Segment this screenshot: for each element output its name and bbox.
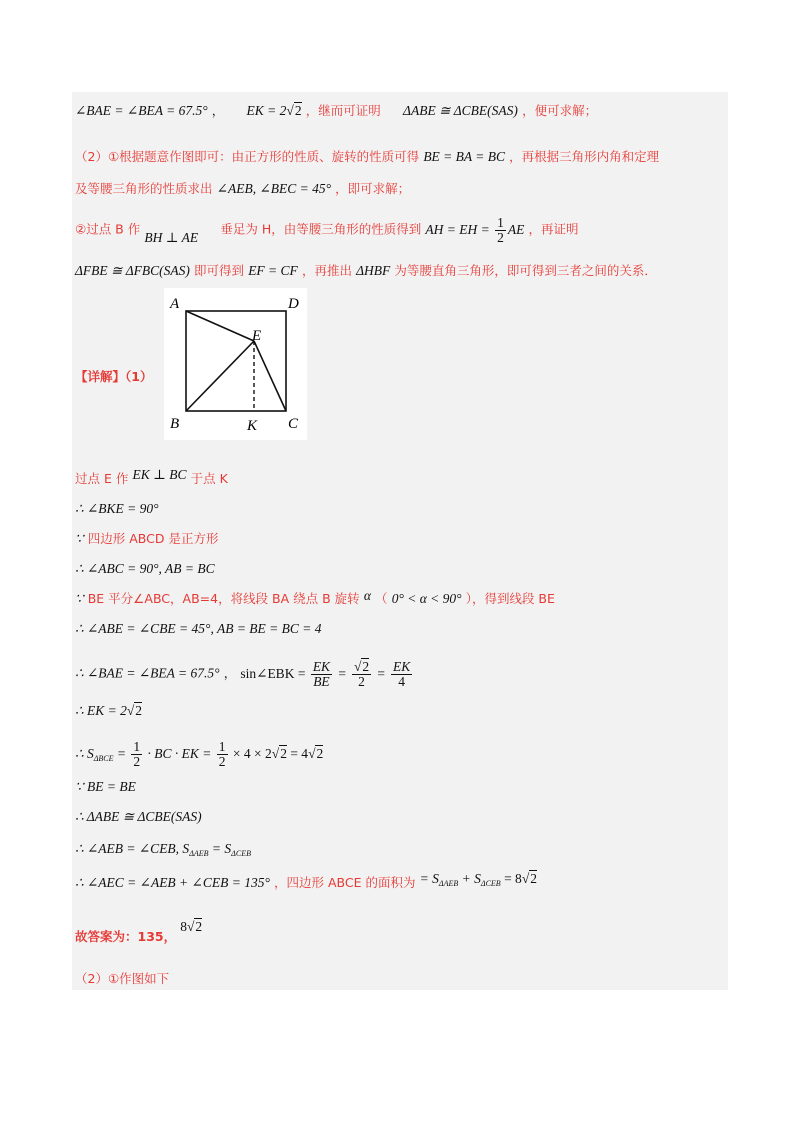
step-3 — [75, 530, 218, 549]
math-congruence: ΔABE ≅ ΔCBE(SAS) — [403, 103, 518, 118]
step-10 — [75, 778, 136, 797]
text-get-be: ），得到线段 BE — [465, 591, 555, 606]
math-fbe-fbc: ΔFBE ≅ ΔFBC(SAS) — [75, 263, 190, 278]
math-angle-equality: ∠BAE = ∠BEA = 67.5° — [75, 103, 208, 118]
label-d: D — [288, 296, 299, 312]
paren-open: （ — [375, 591, 388, 606]
step-6 — [75, 620, 322, 639]
math-be-ba-bc: BE = BA = BC — [423, 149, 506, 164]
label-a: A — [170, 296, 180, 312]
because-symbol: ∵ — [75, 531, 84, 546]
text-bisect-rotate: BE 平分∠ABC，AB=4，将线段 BA 绕点 B 旋转 — [87, 591, 360, 606]
text-at-k: 于点 K — [190, 471, 228, 486]
step-2 — [75, 500, 159, 519]
math-ah-eh: AH = EH = $\frac{1}{2}$ AE — [425, 215, 525, 245]
math-abe-cbe: ∴ ∠ABE = ∠CBE = 45°, AB = BE = BC = 4 — [75, 621, 322, 636]
step-5 — [75, 590, 555, 609]
math-ek-perp-bc: EK ⊥ BC — [132, 467, 187, 482]
label-b: B — [170, 416, 180, 432]
text-through-b: ②过点 B 作 — [75, 221, 141, 237]
step-13 — [75, 871, 537, 897]
math-abc-ab-bc: ∴ ∠ABC = 90°, AB = BC — [75, 561, 215, 576]
text-prove: ，继而可证明 — [305, 103, 381, 118]
math-ek-value: ∴ EK = 2√2 — [75, 703, 142, 718]
text-foot-h: 垂足为 H，由等腰三角形的性质得到 — [220, 221, 422, 237]
math-abe-congruent-cbe: ∴ ΔABE ≅ ΔCBE(SAS) — [75, 809, 202, 824]
text-answer: 故答案为：135， — [75, 929, 177, 944]
segment-be — [186, 341, 254, 411]
text-detail: 【详解】（1） — [75, 369, 153, 384]
segment-ec — [254, 341, 286, 411]
math-alpha: α — [363, 588, 371, 603]
step-4 — [75, 560, 215, 579]
text-through-e: 过点 E 作 — [75, 471, 129, 486]
step-11 — [75, 808, 202, 827]
answer-line — [75, 919, 203, 947]
part2-line — [75, 970, 169, 989]
text-part2-intro: （2）①根据题意作图即可：由正方形的性质、旋转的性质可得 — [75, 149, 420, 164]
because-symbol: ∵ — [75, 591, 84, 606]
line-5 — [75, 262, 657, 281]
label-c: C — [288, 416, 299, 432]
math-answer-area: 8√2 — [180, 919, 203, 934]
line-1 — [75, 102, 597, 121]
math-aeb-bec: ∠AEB, ∠BEC = 45° — [216, 181, 332, 196]
math-bke: ∴ ∠BKE = 90° — [75, 501, 159, 516]
text-theorem: ，再根据三角形内角和定理 — [509, 149, 660, 164]
math-area-sum: = $S_{\Delta AEB} + S_{\Delta CEB} = 8√2$ — [419, 871, 537, 888]
math-hbf: ΔHBF — [356, 263, 391, 278]
line-3 — [75, 180, 410, 199]
text-solve: ，便可求解； — [522, 103, 598, 118]
text-obtain: 即可得到 — [194, 263, 245, 278]
segment-ae — [186, 311, 254, 341]
text-prove-again: ，再证明 — [528, 221, 579, 237]
step-8 — [75, 702, 142, 721]
math-sin-ebk: sin∠EBK = $\frac{EK}{BE}$ = $\frac{√2}{2}$ = $\frac{EK}{4}$ — [240, 659, 411, 689]
text-square: 四边形 ABCD 是正方形 — [87, 531, 219, 546]
math-aec: ∴ ∠AEC = ∠AEB + ∠CEB = 135° — [75, 875, 270, 890]
math-be-be: ∵ BE = BE — [75, 779, 136, 794]
text-area-abce: ，四边形 ABCE 的面积为 — [274, 875, 416, 890]
step-1 — [75, 467, 228, 489]
math-ek: EK = 2√2 — [246, 103, 302, 118]
math-bh-perp-ae: BH ⊥ AE — [144, 229, 199, 245]
separator: ， — [211, 103, 225, 118]
detail-label — [75, 368, 152, 387]
square-diagram — [164, 288, 307, 440]
text-then-solve: ，即可求解； — [335, 181, 411, 196]
step-9 — [75, 740, 323, 769]
text-deduce: ，再推出 — [301, 263, 352, 278]
math-bae-bea: ∴ ∠BAE = ∠BEA = 67.5° — [75, 665, 220, 681]
text-isosceles: 及等腰三角形的性质求出 — [75, 181, 213, 196]
label-k: K — [247, 418, 258, 434]
text-part2-draw: （2）①作图如下 — [75, 971, 170, 986]
separator: ， — [223, 665, 237, 681]
math-alpha-range: 0° < α < 90° — [391, 591, 462, 606]
line-4 — [75, 216, 579, 245]
math-area-bce: ∴ $S_{\Delta BCE}$ = $\frac{1}{2}$ · BC · EK = $\frac{1}{2}$ × 4 × 2√2 = 4√2 — [75, 739, 324, 769]
step-12 — [75, 840, 251, 863]
line-2 — [75, 148, 659, 167]
math-aeb-ceb-areas: ∴ ∠AEB = ∠CEB, $S_{\Delta AEB} = S_{\Delta CEB}$ — [75, 841, 251, 858]
geometry-figure — [164, 288, 307, 440]
step-7 — [75, 660, 414, 689]
label-e: E — [252, 328, 262, 344]
math-ef-cf: EF = CF — [248, 263, 298, 278]
text-relation: 为等腰直角三角形，即可得到三者之间的关系． — [394, 263, 657, 278]
